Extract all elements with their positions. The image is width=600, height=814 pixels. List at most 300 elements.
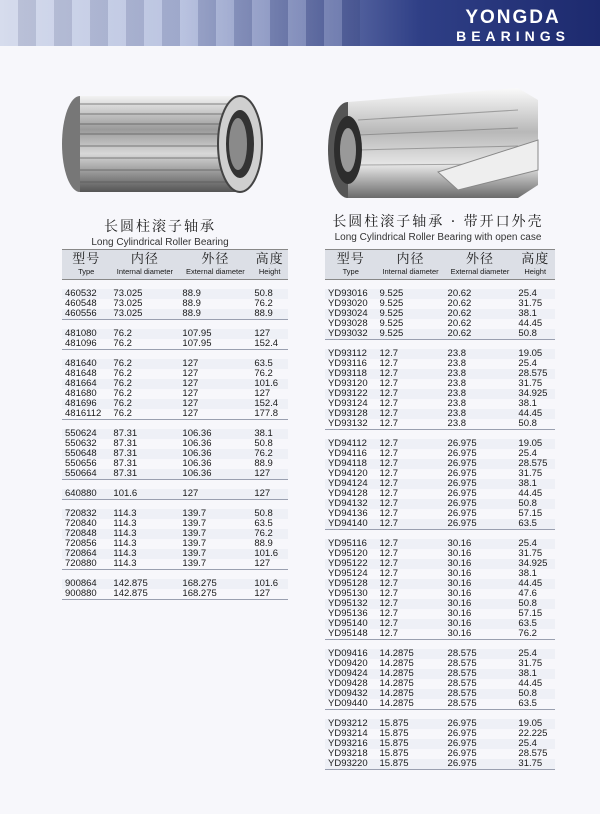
table-cell: 720880 — [62, 559, 110, 570]
column-header — [251, 250, 288, 280]
table-cell: 34.925 — [515, 389, 555, 399]
row-group — [62, 289, 288, 320]
table-cell: YD95116 — [325, 539, 377, 549]
table-cell: 142.875 — [110, 589, 179, 600]
table-cell: 114.3 — [110, 549, 179, 559]
left-spec-table — [62, 249, 288, 600]
header-pattern — [0, 0, 360, 46]
table-cell: 127 — [179, 409, 251, 420]
table-cell: 87.31 — [110, 429, 179, 439]
table-cell: 12.7 — [379, 568, 398, 579]
table-cell: 9.525 — [377, 329, 445, 340]
table-cell: 460532 — [62, 289, 110, 299]
table-cell: YD94132 — [325, 499, 377, 509]
table-cell: 31.75 — [518, 378, 543, 389]
table-cell: 38.1 — [518, 398, 537, 409]
table-cell: 106.36 — [182, 458, 212, 469]
row-group — [62, 429, 288, 480]
left-title-en: Long Cylindrical Roller Bearing — [91, 237, 229, 248]
table-cell: 101.6 — [110, 489, 179, 500]
table-cell: 14.2875 — [377, 699, 445, 710]
table-cell: 9.525 — [377, 289, 445, 299]
table-cell: 20.62 — [445, 329, 516, 340]
table-cell: 20.62 — [445, 309, 516, 319]
table-cell: 12.7 — [379, 468, 398, 479]
table-cell: 550656 — [65, 458, 97, 469]
table-cell: YD95122 — [325, 559, 377, 569]
table-cell: 12.7 — [377, 479, 445, 489]
table-cell: 30.16 — [445, 599, 516, 609]
table-cell: 76.2 — [110, 409, 179, 420]
table-cell: 15.875 — [379, 728, 409, 739]
table-cell: 12.7 — [379, 588, 398, 599]
table-cell: 12.7 — [377, 579, 445, 589]
table-cell: 23.8 — [447, 358, 467, 369]
table-cell: 19.05 — [515, 719, 555, 729]
table-cell: 26.975 — [445, 519, 516, 530]
table-row — [62, 589, 288, 600]
table-cell: YD95148 — [325, 629, 377, 640]
table-cell: 23.8 — [445, 419, 516, 430]
table-cell: 127 — [251, 559, 288, 570]
table-cell: 15.875 — [379, 748, 409, 759]
table-cell: YD94136 — [328, 508, 368, 519]
table-cell: YD93216 — [325, 739, 377, 749]
table-cell: 460556 — [62, 309, 110, 320]
table-cell: 127 — [179, 379, 251, 389]
table-cell: 26.975 — [445, 459, 516, 469]
table-cell: 88.9 — [251, 309, 288, 320]
left-caption — [60, 216, 260, 248]
table-cell: 127 — [251, 329, 288, 339]
column-header — [110, 250, 179, 280]
table-cell: 640880 — [62, 489, 110, 500]
table-cell: 900864 — [62, 579, 110, 589]
column-header — [445, 250, 516, 280]
table-cell: 12.7 — [377, 349, 445, 359]
table-cell: 63.5 — [515, 699, 555, 710]
table-cell: 88.9 — [179, 289, 251, 299]
table-cell: 481080 — [62, 329, 110, 339]
table-cell: YD93132 — [325, 419, 377, 430]
table-cell: YD94118 — [325, 459, 377, 469]
table-cell: 12.7 — [379, 488, 398, 499]
table-cell: 76.2 — [251, 529, 288, 539]
table-cell: 106.36 — [179, 449, 251, 459]
table-cell: 76.2 — [110, 339, 179, 350]
table-cell: YD95140 — [325, 619, 377, 629]
table-cell: 460548 — [65, 298, 97, 309]
table-cell: YD09428 — [328, 678, 368, 689]
table-cell: 139.7 — [179, 559, 251, 570]
table-cell: 28.575 — [445, 699, 516, 710]
table-cell: 26.975 — [447, 488, 477, 499]
right-caption — [318, 211, 558, 243]
table-cell: YD93112 — [325, 349, 377, 359]
column-header — [377, 250, 445, 280]
table-cell: 76.2 — [110, 399, 179, 409]
table-cell: 38.1 — [515, 479, 555, 489]
table-cell: 26.975 — [445, 499, 516, 509]
table-cell: YD95128 — [325, 579, 377, 589]
table-cell: 50.8 — [515, 419, 555, 430]
table-cell: 26.975 — [447, 748, 477, 759]
table-cell: 900880 — [62, 589, 110, 600]
table-cell: 139.7 — [182, 538, 207, 549]
row-group — [325, 539, 555, 640]
table-cell: 139.7 — [179, 529, 251, 539]
table-cell: 50.8 — [251, 289, 288, 299]
table-cell: YD93020 — [328, 298, 368, 309]
table-cell: 23.8 — [447, 378, 467, 389]
table-cell: 26.975 — [447, 468, 477, 479]
bearing-photo-left — [58, 88, 268, 200]
column-header-en: Type — [342, 267, 359, 276]
table-cell: YD09424 — [325, 669, 377, 679]
table-cell: 25.4 — [515, 739, 555, 749]
table-cell: 76.2 — [515, 629, 555, 640]
table-cell: 127 — [254, 388, 271, 399]
row-group — [62, 579, 288, 600]
table-cell: 114.3 — [110, 509, 179, 519]
table-cell: 720840 — [65, 518, 97, 529]
table-cell: 12.7 — [379, 548, 398, 559]
table-row — [62, 469, 288, 480]
brand-logo — [456, 8, 570, 44]
table-cell: 76.2 — [251, 449, 288, 459]
table-cell: 25.4 — [515, 539, 555, 549]
table-cell: YD94124 — [325, 479, 377, 489]
table-cell: 9.525 — [379, 318, 404, 329]
table-cell: 114.3 — [110, 559, 179, 570]
table-cell: 25.4 — [515, 289, 555, 299]
table-cell: YD93016 — [325, 289, 377, 299]
column-header-en: Height — [524, 267, 547, 276]
table-cell: YD95130 — [328, 588, 368, 599]
table-cell: 30.16 — [445, 579, 516, 589]
table-cell: 550648 — [62, 449, 110, 459]
table-cell: 76.2 — [254, 298, 273, 309]
table-cell: 88.9 — [179, 309, 251, 320]
table-cell: 4816112 — [62, 409, 110, 420]
table-cell: 50.8 — [251, 509, 288, 519]
table-cell: 720856 — [65, 538, 97, 549]
table-cell: 31.75 — [515, 759, 555, 770]
table-cell: YD94140 — [325, 519, 377, 530]
table-cell: 26.975 — [445, 719, 516, 729]
table-cell: 30.16 — [445, 539, 516, 549]
table-cell: 12.7 — [377, 619, 445, 629]
table-cell: 25.4 — [515, 649, 555, 659]
table-cell: 481648 — [65, 368, 97, 379]
table-cell: 63.5 — [515, 519, 555, 530]
table-cell: YD09420 — [328, 658, 368, 669]
table-cell: 101.6 — [251, 549, 288, 559]
table-cell: 30.16 — [445, 619, 516, 629]
table-cell: 177.8 — [251, 409, 288, 420]
table-cell: 12.7 — [379, 398, 398, 409]
table-cell: 31.75 — [518, 548, 543, 559]
row-group — [62, 509, 288, 570]
table-cell: 12.7 — [377, 559, 445, 569]
table-cell: 26.975 — [445, 759, 516, 770]
table-cell: 12.7 — [377, 409, 445, 419]
table-cell: 28.575 — [445, 689, 516, 699]
table-cell: 12.7 — [379, 608, 398, 619]
table-cell: 168.275 — [179, 579, 251, 589]
table-cell: 47.6 — [518, 588, 537, 599]
table-cell: 38.1 — [515, 669, 555, 679]
table-cell: 26.975 — [445, 479, 516, 489]
table-cell: 30.16 — [447, 568, 472, 579]
table-cell: 26.975 — [445, 739, 516, 749]
brand-name: YONGDA — [465, 7, 561, 28]
table-cell: 76.2 — [113, 368, 132, 379]
table-cell: 127 — [251, 489, 288, 500]
table-cell: 73.025 — [110, 309, 179, 320]
table-cell: YD93032 — [325, 329, 377, 340]
table-cell: YD93220 — [325, 759, 377, 770]
column-header-cn: 高度 — [255, 252, 284, 267]
column-header-en: Type — [78, 267, 95, 276]
table-cell: 720864 — [62, 549, 110, 559]
table-cell: 12.7 — [377, 629, 445, 640]
table-cell: 50.8 — [515, 499, 555, 509]
table-cell: 87.31 — [110, 449, 179, 459]
table-cell: YD93118 — [325, 369, 377, 379]
table-cell: 50.8 — [515, 599, 555, 609]
table-cell: 12.7 — [377, 599, 445, 609]
table-cell: 152.4 — [251, 339, 288, 350]
table-cell: YD95136 — [328, 608, 368, 619]
table-header-row — [325, 250, 555, 280]
table-cell: 12.7 — [377, 519, 445, 530]
table-row — [325, 759, 555, 770]
table-cell: 12.7 — [379, 448, 398, 459]
bearing-photo-right — [318, 80, 558, 205]
table-cell: 107.95 — [179, 329, 251, 339]
table-cell: YD95124 — [328, 568, 368, 579]
table-cell: 101.6 — [251, 579, 288, 589]
table-cell: 87.31 — [110, 469, 179, 480]
row-group — [325, 649, 555, 710]
table-cell: 481096 — [62, 339, 110, 350]
table-cell: 12.7 — [377, 439, 445, 449]
table-cell: 106.36 — [179, 469, 251, 480]
table-cell: 14.2875 — [379, 678, 414, 689]
table-cell: 107.95 — [179, 339, 251, 350]
table-cell: 28.575 — [447, 658, 477, 669]
right-title-en: Long Cylindrical Roller Bearing with open case — [334, 232, 542, 243]
table-cell: 38.1 — [518, 568, 537, 579]
table-cell: YD09440 — [325, 699, 377, 710]
column-header-cn: 外径 — [201, 252, 230, 267]
column-header-cn: 型号 — [72, 252, 101, 267]
table-cell: 30.16 — [445, 559, 516, 569]
table-cell: 34.925 — [515, 559, 555, 569]
table-row — [62, 489, 288, 500]
table-cell: 19.05 — [515, 439, 555, 449]
table-cell: YD93124 — [328, 398, 368, 409]
table-cell: YD09416 — [325, 649, 377, 659]
table-row — [325, 419, 555, 430]
table-cell: 14.2875 — [377, 669, 445, 679]
column-header-en: Height — [258, 267, 281, 276]
table-cell: 23.8 — [447, 398, 467, 409]
row-group — [62, 329, 288, 350]
column-header-en: Internal diameter — [382, 267, 439, 276]
table-row — [62, 409, 288, 420]
table-cell: 550624 — [62, 429, 110, 439]
table-cell: 720832 — [62, 509, 110, 519]
table-cell: 481640 — [62, 359, 110, 369]
table-cell: 720848 — [62, 529, 110, 539]
table-cell: 63.5 — [515, 619, 555, 629]
column-header-cn: 内径 — [130, 252, 159, 267]
row-group — [325, 289, 555, 340]
table-cell: YD93028 — [328, 318, 368, 329]
brand-subname: BEARINGS — [456, 28, 570, 44]
table-cell: 44.45 — [518, 678, 543, 689]
table-cell: 26.975 — [447, 448, 477, 459]
table-cell: 127 — [179, 399, 251, 409]
table-cell: 14.2875 — [377, 689, 445, 699]
table-row — [62, 309, 288, 320]
table-cell: 139.7 — [179, 509, 251, 519]
table-cell: 76.2 — [113, 388, 132, 399]
table-cell: 12.7 — [377, 499, 445, 509]
table-cell: 127 — [179, 489, 251, 500]
table-cell: 88.9 — [182, 298, 201, 309]
table-cell: YD93024 — [325, 309, 377, 319]
table-cell: 28.575 — [447, 678, 477, 689]
table-cell: 30.16 — [447, 588, 472, 599]
column-header-cn: 型号 — [336, 252, 365, 267]
table-cell: YD93128 — [325, 409, 377, 419]
table-cell: 127 — [182, 368, 199, 379]
table-cell: 28.575 — [515, 369, 555, 379]
table-row — [62, 339, 288, 350]
table-cell: 28.575 — [445, 669, 516, 679]
table-cell: 26.975 — [445, 439, 516, 449]
table-cell: 63.5 — [254, 518, 273, 529]
table-cell: 550632 — [65, 438, 97, 449]
table-cell: YD93212 — [325, 719, 377, 729]
table-cell: 139.7 — [179, 549, 251, 559]
table-cell: 23.8 — [445, 409, 516, 419]
table-cell: YD93116 — [328, 358, 367, 369]
table-cell: 101.6 — [251, 379, 288, 389]
table-cell: 76.2 — [254, 368, 273, 379]
column-header-en: External diameter — [450, 267, 510, 276]
table-cell: 38.1 — [251, 429, 288, 439]
column-header-en: Internal diameter — [116, 267, 174, 276]
table-cell: 31.75 — [518, 658, 543, 669]
table-row — [325, 699, 555, 710]
column-header — [62, 250, 110, 280]
table-cell: 57.15 — [518, 608, 543, 619]
table-cell: 127 — [251, 469, 288, 480]
column-header — [179, 250, 251, 280]
table-cell: YD93120 — [328, 378, 368, 389]
table-cell: YD94120 — [328, 468, 368, 479]
table-cell: 76.2 — [110, 329, 179, 339]
table-cell: 50.8 — [515, 689, 555, 699]
column-header-en: External diameter — [185, 267, 245, 276]
table-cell: 114.3 — [113, 518, 137, 529]
table-cell: 88.9 — [254, 538, 273, 549]
row-group — [325, 719, 555, 770]
row-group — [62, 489, 288, 500]
table-cell: 114.3 — [113, 538, 137, 549]
table-cell: 14.2875 — [379, 658, 414, 669]
table-header-row — [62, 250, 288, 280]
column-header-cn: 高度 — [521, 252, 550, 267]
table-cell: 481696 — [62, 399, 110, 409]
table-cell: 28.575 — [445, 649, 516, 659]
table-cell: 9.525 — [377, 309, 445, 319]
table-cell: YD94116 — [328, 448, 367, 459]
table-cell: 88.9 — [254, 458, 273, 469]
table-cell: 30.16 — [445, 629, 516, 640]
table-cell: 12.7 — [377, 539, 445, 549]
table-row — [325, 629, 555, 640]
table-cell: 12.7 — [379, 508, 398, 519]
table-cell: 15.875 — [377, 759, 445, 770]
table-cell: 12.7 — [377, 459, 445, 469]
table-cell: 23.8 — [445, 349, 516, 359]
table-cell: YD95120 — [328, 548, 368, 559]
table-cell: 20.62 — [445, 289, 516, 299]
row-group — [62, 359, 288, 420]
table-cell: 28.575 — [518, 748, 548, 759]
table-cell: 152.4 — [251, 399, 288, 409]
table-cell: 139.7 — [182, 518, 207, 529]
table-cell: 20.62 — [447, 318, 472, 329]
table-row — [325, 519, 555, 530]
table-cell: YD94128 — [328, 488, 368, 499]
table-cell: 20.62 — [447, 298, 472, 309]
table-cell: 50.8 — [254, 438, 273, 449]
table-cell: 87.31 — [113, 438, 138, 449]
table-cell: 30.16 — [447, 548, 472, 559]
column-header-cn: 外径 — [465, 252, 494, 267]
table-cell: 25.4 — [518, 448, 537, 459]
table-cell: 87.31 — [113, 458, 138, 469]
row-group — [325, 349, 555, 430]
table-cell: 76.2 — [110, 359, 179, 369]
table-cell: 481680 — [65, 388, 97, 399]
column-header — [515, 250, 555, 280]
table-cell: YD09432 — [325, 689, 377, 699]
table-cell: 31.75 — [518, 298, 543, 309]
table-cell: 106.36 — [182, 438, 212, 449]
table-cell: 50.8 — [515, 329, 555, 340]
column-header — [325, 250, 377, 280]
table-cell: 15.875 — [377, 739, 445, 749]
table-cell: 26.975 — [447, 508, 477, 519]
table-cell: 12.7 — [379, 378, 398, 389]
row-group — [325, 439, 555, 530]
left-title-cn: 长圆柱滚子轴承 — [104, 219, 216, 235]
table-cell: 63.5 — [251, 359, 288, 369]
table-cell: 57.15 — [518, 508, 543, 519]
table-cell: 73.025 — [110, 289, 179, 299]
table-cell: 114.3 — [110, 529, 179, 539]
table-cell: YD93122 — [325, 389, 377, 399]
table-row — [62, 559, 288, 570]
table-cell: 23.8 — [445, 389, 516, 399]
